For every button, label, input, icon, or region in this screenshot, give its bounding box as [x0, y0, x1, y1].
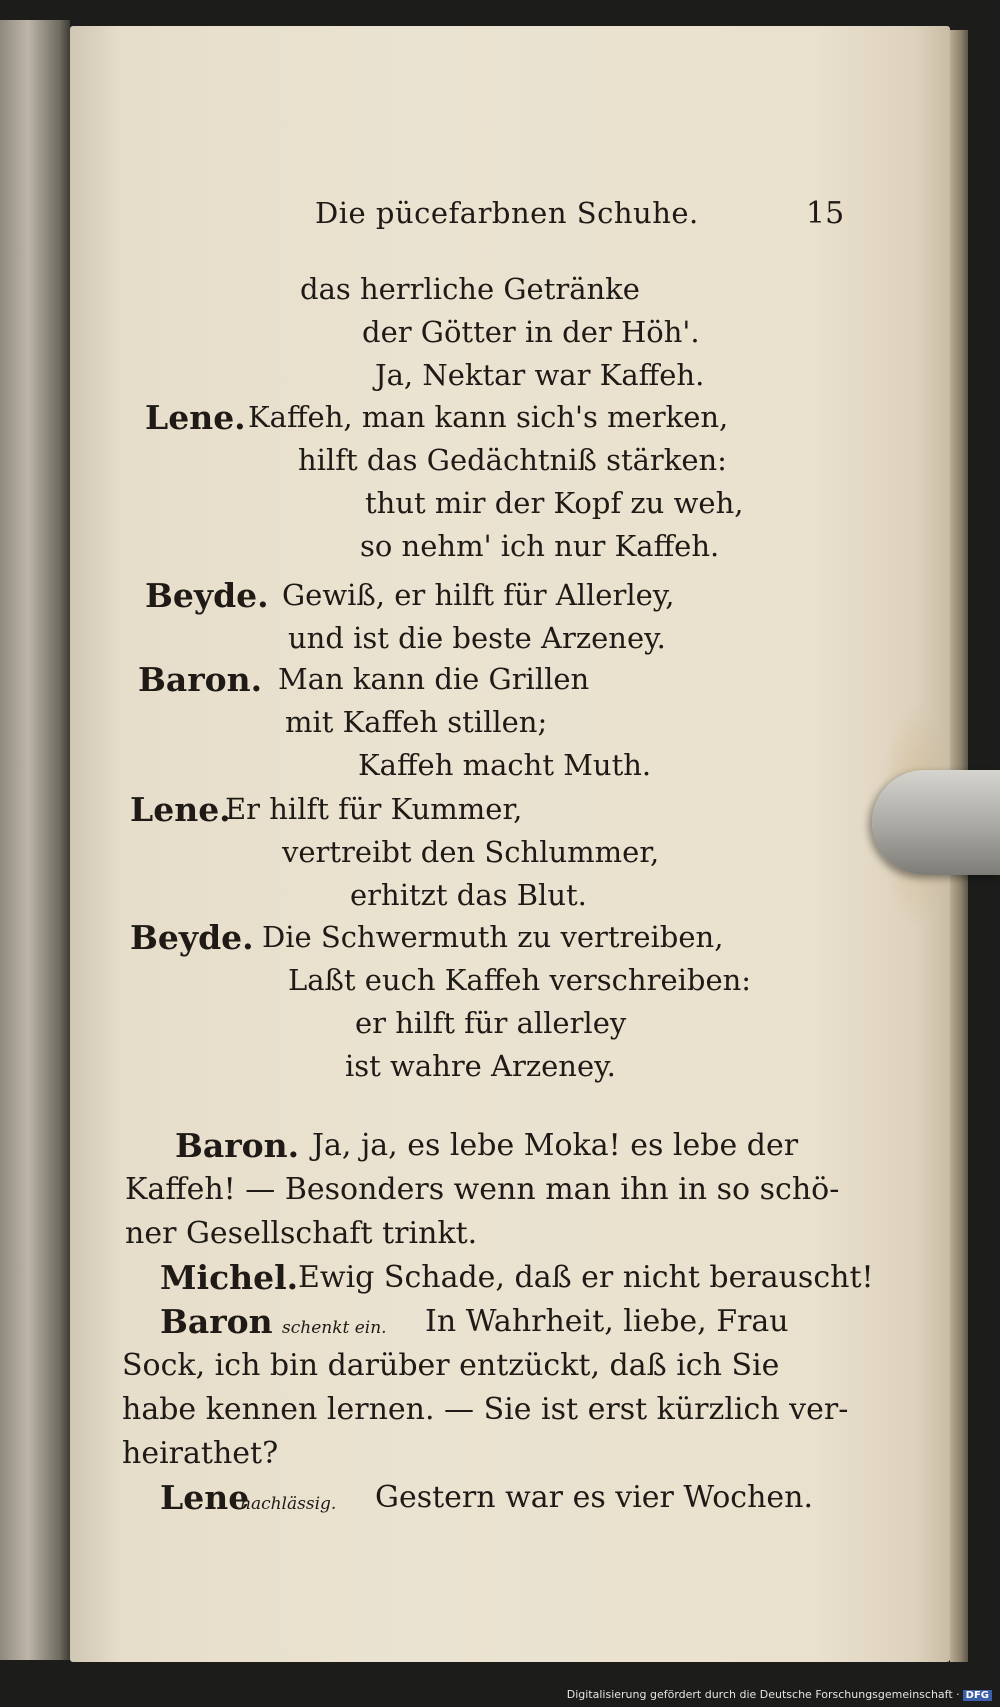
speaker-name: Beyde.: [130, 918, 254, 957]
page-number: 15: [806, 196, 845, 231]
speaker-name: Lene: [160, 1478, 250, 1517]
page-clip: [872, 770, 1000, 875]
verse-line: Man kann die Grillen: [278, 662, 590, 696]
digitization-credit: [567, 1688, 992, 1701]
verse-line: der Götter in der Höh'.: [362, 315, 700, 349]
facing-page-edge: [0, 20, 70, 1660]
speaker-name: Michel.: [160, 1258, 299, 1297]
speaker-name: Lene.: [130, 790, 231, 829]
verse-line: Ja, Nektar war Kaffeh.: [375, 358, 705, 392]
speaker-name: Baron.: [138, 660, 263, 699]
verse-line: Kaffeh macht Muth.: [358, 748, 652, 782]
prose-line: In Wahrheit, liebe, Frau: [425, 1304, 789, 1339]
verse-line: er hilft für allerley: [355, 1006, 627, 1040]
verse-line: Kaffeh, man kann sich's merken,: [248, 400, 729, 434]
verse-line: ist wahre Arzeney.: [345, 1049, 616, 1083]
verse-line: so nehm' ich nur Kaffeh.: [360, 529, 720, 563]
prose-line: Kaffeh! — Besonders wenn man ihn in so schö-: [125, 1172, 840, 1207]
speaker-name: Lene.: [145, 398, 246, 437]
stage-direction: schenkt ein.: [282, 1318, 387, 1338]
verse-line: hilft das Gedächtniß stärken:: [298, 443, 727, 477]
verse-line: und ist die beste Arzeney.: [288, 621, 666, 655]
stage-direction: nachlässig.: [240, 1494, 337, 1514]
verse-line: thut mir der Kopf zu weh,: [365, 486, 744, 520]
verse-line: Laßt euch Kaffeh verschreiben:: [288, 963, 752, 997]
verse-line: vertreibt den Schlummer,: [282, 835, 660, 869]
speaker-name: Baron.: [175, 1126, 300, 1165]
verse-line: erhitzt das Blut.: [350, 878, 587, 912]
prose-line: Ewig Schade, daß er nicht berauscht!: [298, 1260, 874, 1295]
running-title: Die pücefarbnen Schuhe.: [315, 196, 699, 230]
verse-line: Er hilft für Kummer,: [225, 792, 523, 826]
prose-line: Ja, ja, es lebe Moka! es lebe der: [312, 1128, 799, 1163]
prose-line: Sock, ich bin darüber entzückt, daß ich Sie: [122, 1348, 780, 1383]
speaker-name: Beyde.: [145, 576, 269, 615]
prose-line: Gestern war es vier Wochen.: [375, 1480, 814, 1515]
verse-line: mit Kaffeh stillen;: [285, 705, 548, 739]
prose-line: heirathet?: [122, 1436, 279, 1471]
dfg-logo[interactable]: DFG: [963, 1690, 992, 1701]
prose-line: ner Gesellschaft trinkt.: [125, 1216, 478, 1251]
verse-line: das herrliche Getränke: [300, 272, 640, 306]
verse-line: Gewiß, er hilft für Allerley,: [282, 578, 675, 612]
speaker-name: Baron: [160, 1302, 273, 1341]
verse-line: Die Schwermuth zu vertreiben,: [262, 920, 724, 954]
credit-text: Digitalisierung gefördert durch die Deutsche Forschungsgemeinschaft ·: [566, 1688, 960, 1701]
prose-line: habe kennen lernen. — Sie ist erst kürzlich ver-: [122, 1392, 849, 1427]
